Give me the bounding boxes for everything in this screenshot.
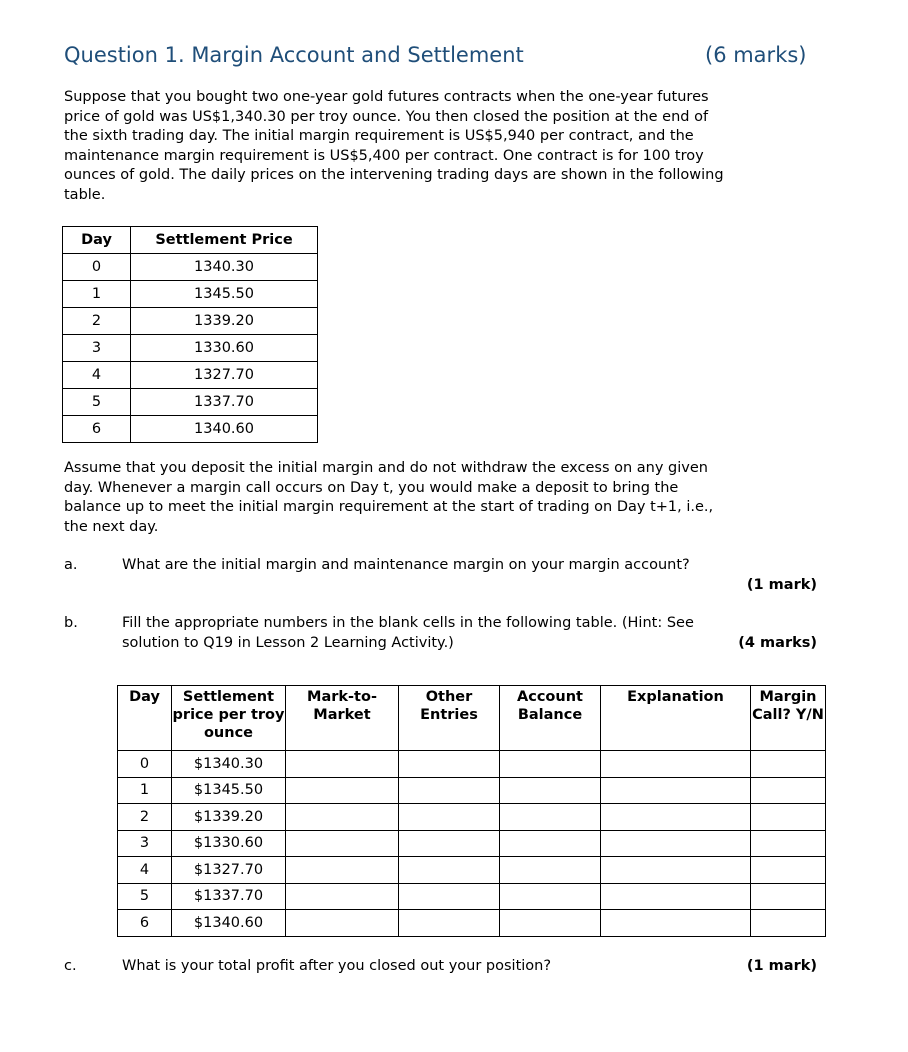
margin-call-blank-cell[interactable] (751, 883, 826, 910)
text-line: the sixth trading day. The initial margin requirement is US$5,940 per contract, and the (64, 128, 694, 144)
question-b-label: b. (64, 615, 78, 631)
text-line: price of gold was US$1,340.30 per troy ounce. You then closed the position at the end of (64, 108, 709, 125)
header-settlement-price: Settlement price per troy ounce (172, 686, 286, 751)
text-line: balance up to meet the initial margin requirement at the start of trading on Day t+1, i.e., (64, 499, 714, 515)
day-cell: 0 (118, 751, 172, 778)
day-cell: 2 (118, 804, 172, 831)
other-entries-blank-cell[interactable] (399, 777, 500, 804)
margin-call-blank-cell[interactable] (751, 777, 826, 804)
settlement-price-cell: $1340.60 (172, 910, 286, 937)
explanation-blank-cell[interactable] (601, 883, 751, 910)
table-row (63, 281, 318, 308)
other-entries-blank-cell[interactable] (399, 751, 500, 778)
header-account-balance: Account Balance (500, 686, 601, 751)
margin-call-blank-cell[interactable] (751, 830, 826, 857)
question-title: Question 1. Margin Account and Settlement (64, 43, 524, 67)
question-b-text-2: solution to Q19 in Lesson 2 Learning Activity.) (122, 635, 454, 651)
settlement-price-cell: 1327.70 (131, 362, 318, 389)
day-cell: 0 (63, 254, 131, 281)
settlement-price-cell: 1345.50 (131, 281, 318, 308)
table-row (118, 804, 826, 831)
mark-to-market-blank-cell[interactable] (286, 910, 399, 937)
header-margin-call: Margin Call? Y/N (751, 686, 826, 751)
margin-account-table (117, 685, 826, 937)
account-balance-blank-cell[interactable] (500, 777, 601, 804)
mark-to-market-blank-cell[interactable] (286, 804, 399, 831)
day-cell: 3 (118, 830, 172, 857)
settlement-price-cell: $1345.50 (172, 777, 286, 804)
table-row (63, 389, 318, 416)
header-day: Day (118, 686, 172, 751)
settlement-price-cell: 1330.60 (131, 335, 318, 362)
question-c-label: c. (64, 958, 77, 974)
settlement-price-cell: $1339.20 (172, 804, 286, 831)
intro-paragraph (64, 88, 724, 205)
settlement-price-cell: 1340.60 (131, 416, 318, 443)
text-line: table. (64, 186, 106, 203)
table-row (118, 883, 826, 910)
question-marks: (6 marks) (705, 43, 807, 67)
day-cell: 5 (63, 389, 131, 416)
settlement-price-cell: 1340.30 (131, 254, 318, 281)
day-cell: 1 (63, 281, 131, 308)
text-line: Suppose that you bought two one-year gold futures contracts when the one-year futures (64, 89, 709, 105)
table-row (118, 857, 826, 884)
header-settlement-price: Settlement Price (131, 227, 318, 254)
settlement-price-table (62, 226, 318, 443)
settlement-price-cell: $1337.70 (172, 883, 286, 910)
explanation-blank-cell[interactable] (601, 830, 751, 857)
day-cell: 4 (118, 857, 172, 884)
mark-to-market-blank-cell[interactable] (286, 777, 399, 804)
account-balance-blank-cell[interactable] (500, 804, 601, 831)
text-line: the next day. (64, 518, 159, 535)
account-balance-blank-cell[interactable] (500, 751, 601, 778)
settlement-price-cell: $1327.70 (172, 857, 286, 884)
day-cell: 6 (63, 416, 131, 443)
question-b-marks: (4 marks) (738, 635, 817, 651)
account-balance-blank-cell[interactable] (500, 910, 601, 937)
table-row (63, 335, 318, 362)
table-row (63, 416, 318, 443)
account-balance-blank-cell[interactable] (500, 857, 601, 884)
day-cell: 1 (118, 777, 172, 804)
mark-to-market-blank-cell[interactable] (286, 830, 399, 857)
header-day: Day (63, 227, 131, 254)
margin-call-blank-cell[interactable] (751, 857, 826, 884)
table-row (118, 910, 826, 937)
table-row (63, 362, 318, 389)
question-a-text: What are the initial margin and maintenance margin on your margin account? (122, 557, 690, 573)
other-entries-blank-cell[interactable] (399, 883, 500, 910)
explanation-blank-cell[interactable] (601, 910, 751, 937)
question-c-marks: (1 mark) (746, 958, 817, 974)
account-balance-blank-cell[interactable] (500, 883, 601, 910)
explanation-blank-cell[interactable] (601, 777, 751, 804)
question-b-text-1: Fill the appropriate numbers in the blank cells in the following table. (Hint: See (122, 615, 694, 631)
settlement-price-cell: 1337.70 (131, 389, 318, 416)
table-row (118, 777, 826, 804)
header-mark-to-market: Mark-to- Market (286, 686, 399, 751)
mark-to-market-blank-cell[interactable] (286, 857, 399, 884)
day-cell: 3 (63, 335, 131, 362)
text-line: ounces of gold. The daily prices on the intervening trading days are shown in the following (64, 167, 724, 183)
explanation-blank-cell[interactable] (601, 804, 751, 831)
day-cell: 6 (118, 910, 172, 937)
text-line: day. Whenever a margin call occurs on Day t, you would make a deposit to bring the (64, 479, 679, 496)
explanation-blank-cell[interactable] (601, 857, 751, 884)
explanation-blank-cell[interactable] (601, 751, 751, 778)
header-explanation: Explanation (601, 686, 751, 751)
table-row (118, 830, 826, 857)
assumption-paragraph (64, 459, 713, 537)
other-entries-blank-cell[interactable] (399, 910, 500, 937)
settlement-price-cell: 1339.20 (131, 308, 318, 335)
question-c-text: What is your total profit after you closed out your position? (122, 958, 552, 974)
table-row (63, 254, 318, 281)
day-cell: 4 (63, 362, 131, 389)
header-other-entries: Other Entries (399, 686, 500, 751)
other-entries-blank-cell[interactable] (399, 857, 500, 884)
mark-to-market-blank-cell[interactable] (286, 883, 399, 910)
text-line: maintenance margin requirement is US$5,400 per contract. One contract is for 100 troy (64, 147, 704, 164)
mark-to-market-blank-cell[interactable] (286, 751, 399, 778)
table-row (118, 751, 826, 778)
account-balance-blank-cell[interactable] (500, 830, 601, 857)
settlement-price-cell: $1340.30 (172, 751, 286, 778)
other-entries-blank-cell[interactable] (399, 804, 500, 831)
settlement-price-cell: $1330.60 (172, 830, 286, 857)
question-a-marks: (1 mark) (746, 577, 817, 593)
day-cell: 2 (63, 308, 131, 335)
other-entries-blank-cell[interactable] (399, 830, 500, 857)
margin-call-blank-cell[interactable] (751, 751, 826, 778)
table-row (63, 308, 318, 335)
margin-call-blank-cell[interactable] (751, 910, 826, 937)
question-a-label: a. (64, 557, 78, 573)
day-cell: 5 (118, 883, 172, 910)
margin-call-blank-cell[interactable] (751, 804, 826, 831)
text-line: Assume that you deposit the initial margin and do not withdraw the excess on any given (64, 460, 708, 476)
